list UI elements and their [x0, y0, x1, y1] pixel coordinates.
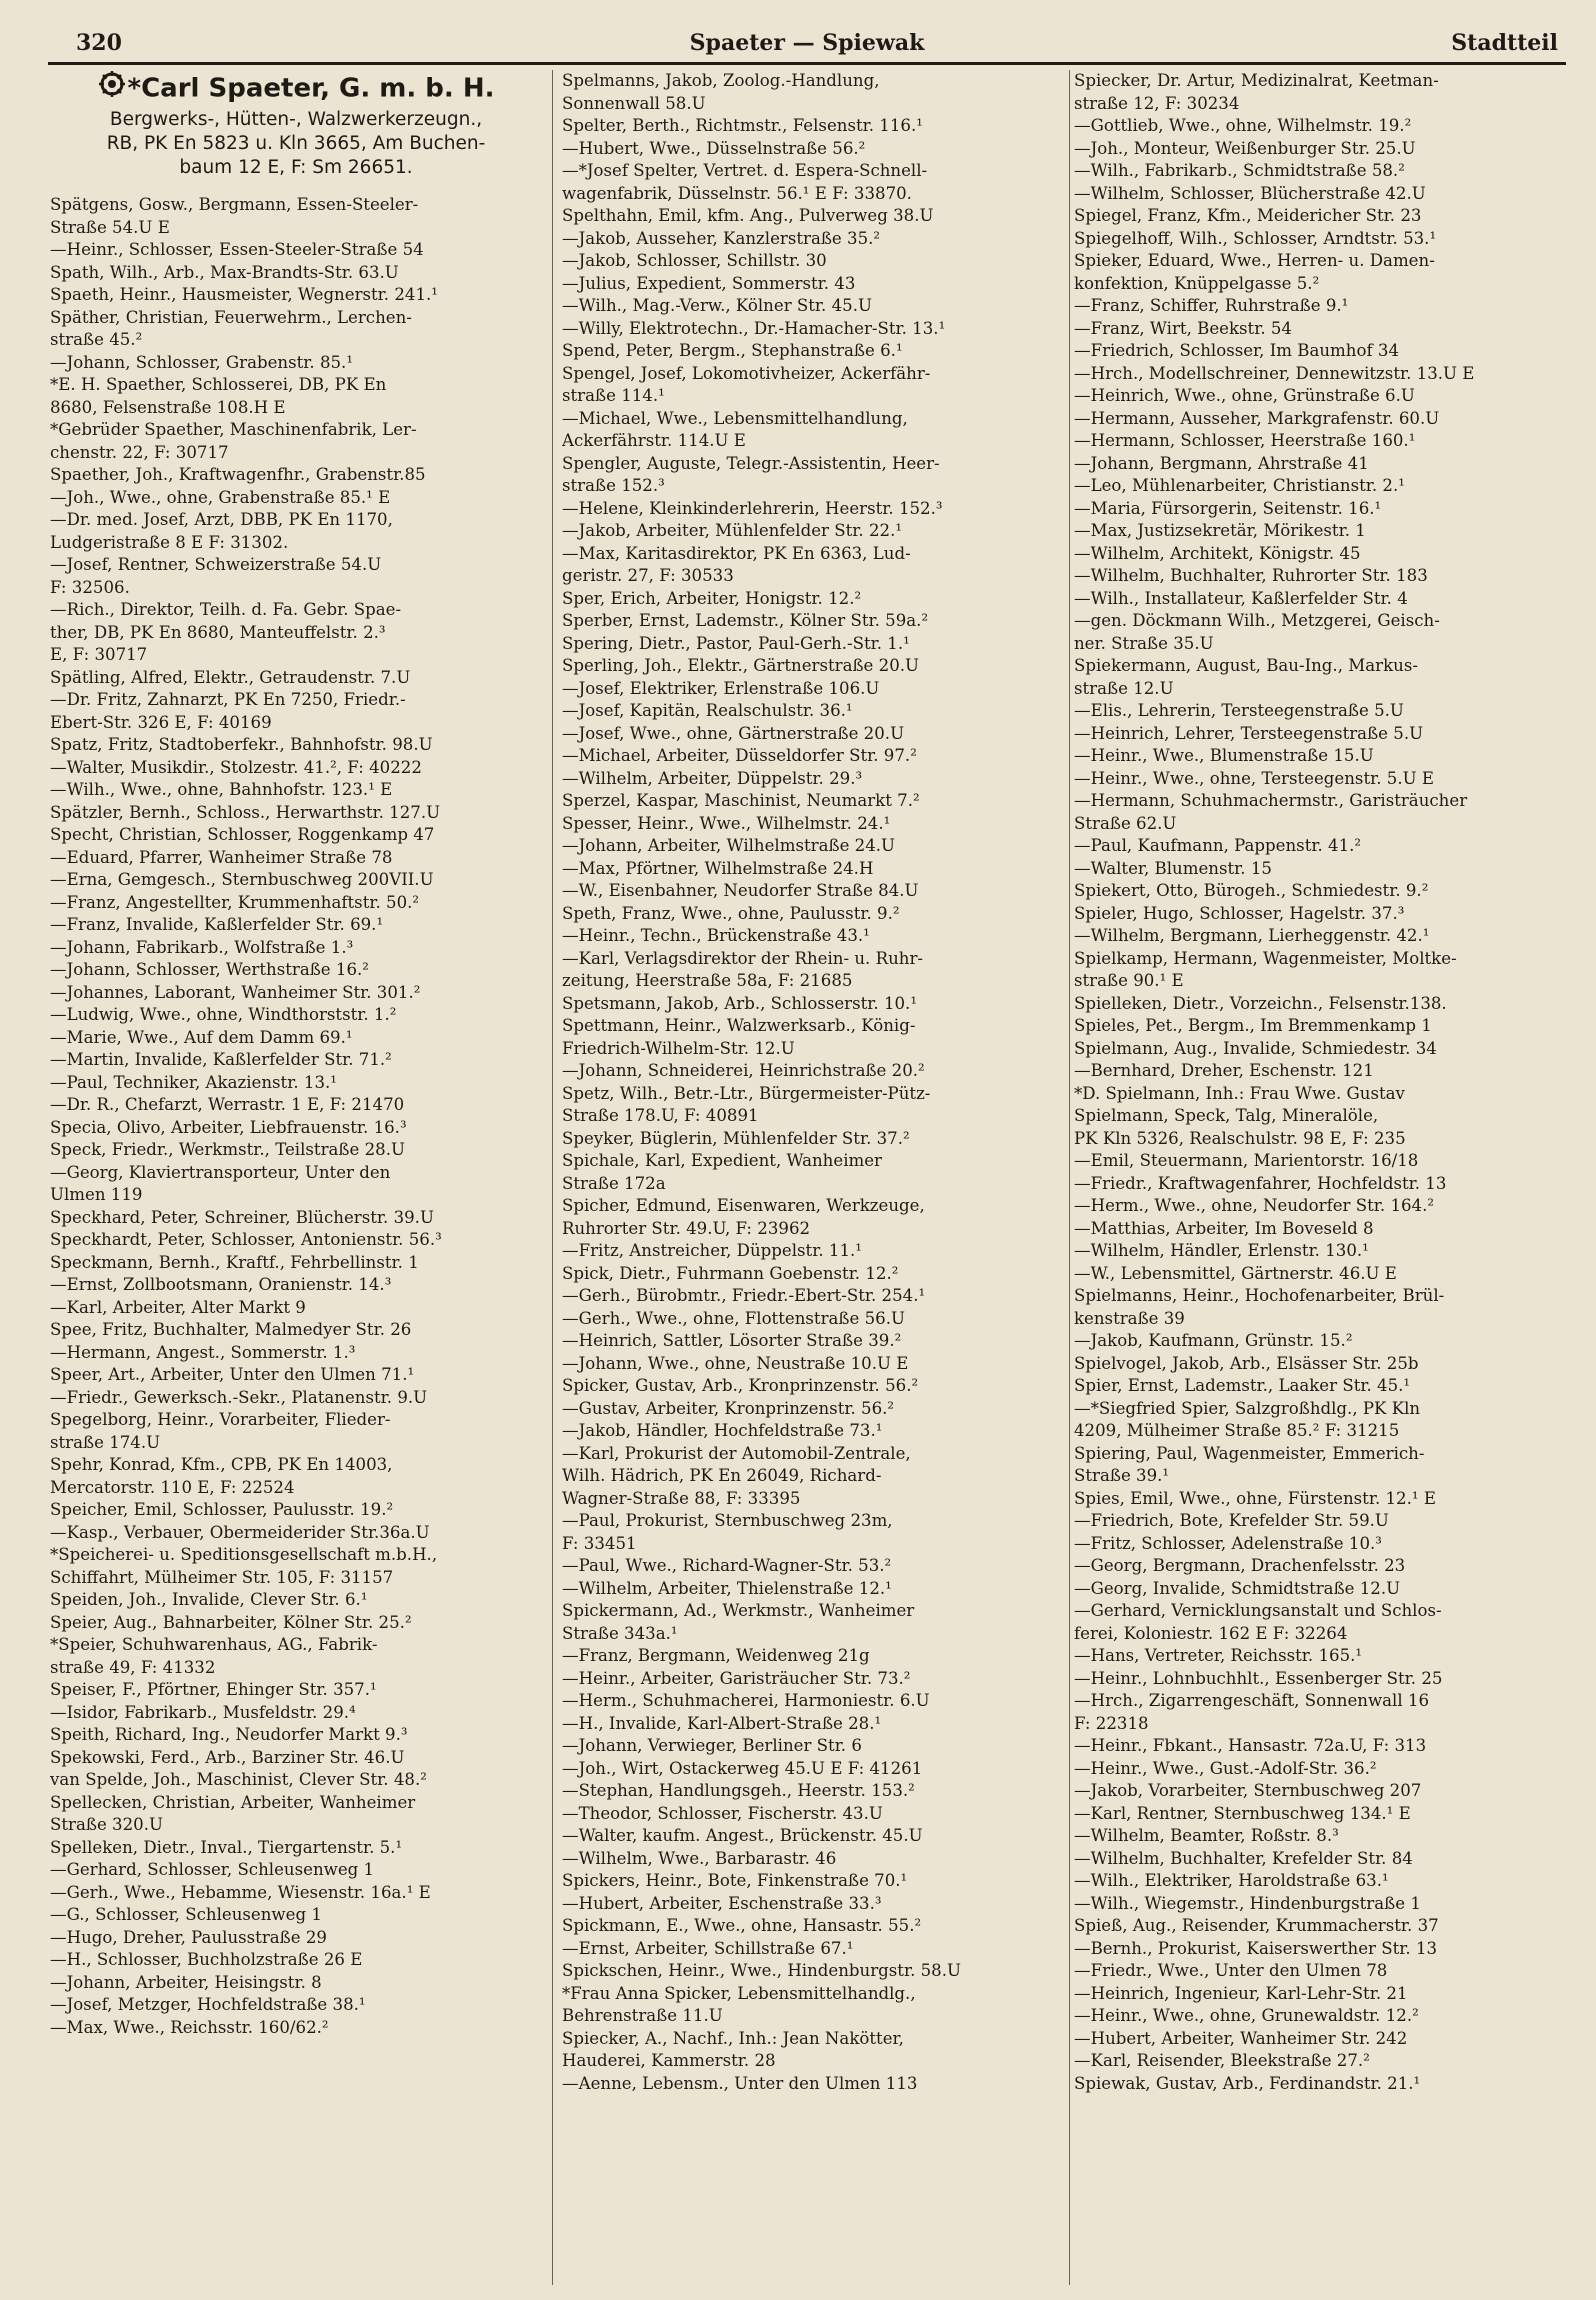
directory-entry-line: —Gerhard, Schlosser, Schleusenweg 1 [50, 1860, 375, 1879]
directory-entry-line: —Heinr., Wwe., ohne, Tersteegenstr. 5.U E [1074, 768, 1434, 788]
directory-entry-line: —Kasp., Verbauer, Obermeiderider Str.36a.U [50, 1522, 430, 1542]
directory-entry-line: —Wilhelm, Arbeiter, Thielenstraße 12.¹ [562, 1578, 892, 1598]
directory-entry-line: —Jakob, Vorarbeiter, Sternbuschweg 207 [1074, 1781, 1422, 1800]
directory-entry-line: —Johann, Schneiderei, Heinrichstraße 20.² [562, 1061, 925, 1080]
directory-entry-line: —Wilhelm, Wwe., Barbarastr. 46 [562, 1848, 837, 1868]
directory-entry-line: —Ernst, Zollbootsmann, Oranienstr. 14.³ [50, 1275, 392, 1294]
directory-entry-line: —Eduard, Pfarrer, Wanheimer Straße 78 [50, 847, 393, 867]
directory-entry-line: Sperling, Joh., Elektr., Gärtnerstraße 20.U [562, 656, 920, 675]
directory-entry-line: —Heinrich, Lehrer, Tersteegenstraße 5.U [1074, 723, 1424, 743]
directory-entry-line: Specht, Christian, Schlosser, Roggenkamp 47 [50, 825, 435, 844]
directory-entry-line: —Friedr., Wwe., Unter den Ulmen 78 [1074, 1961, 1388, 1980]
directory-entry-line: —Heinr., Lohnbuchhlt., Essenberger Str. 25 [1074, 1668, 1443, 1688]
directory-entry-line: —Hermann, Angest., Sommerstr. 1.³ [50, 1342, 356, 1362]
directory-entry-line: —Joh., Monteur, Weißenburger Str. 25.U [1074, 138, 1416, 158]
directory-entry-line: —Ludwig, Wwe., ohne, Windthorststr. 1.² [50, 1005, 397, 1024]
directory-entry-line: Spiekert, Otto, Bürogeh., Schmiedestr. 9.² [1074, 881, 1429, 900]
directory-entry-line: —Max, Justizsekretär, Mörikestr. 1 [1074, 521, 1366, 540]
directory-entry-line: —Wilh., Elektriker, Haroldstraße 63.¹ [1074, 1871, 1389, 1890]
directory-entry-line: Spesser, Heinr., Wwe., Wilhelmstr. 24.¹ [562, 813, 891, 833]
directory-entry-line: Schiffahrt, Mülheimer Str. 105, F: 31157 [50, 1567, 394, 1587]
entry-list [562, 70, 1064, 2095]
directory-entry-line: Speckmann, Bernh., Kraftf., Fehrbellinstr. 1 [50, 1252, 419, 1272]
directory-entry-line: Behrenstraße 11.U [562, 2006, 723, 2025]
directory-entry-line: —Michael, Arbeiter, Düsseldorfer Str. 97.² [562, 746, 917, 765]
directory-entry-line: Spiecker, Dr. Artur, Medizinalrat, Keetman- [1074, 71, 1439, 90]
directory-entry-line: —Heinr., Techn., Brückenstraße 43.¹ [562, 926, 870, 945]
directory-entry-line: 8680, Felsenstraße 108.H E [50, 397, 286, 417]
directory-entry-line: Straße 39.¹ [1074, 1466, 1170, 1485]
directory-entry-line: Speith, Richard, Ing., Neudorfer Markt 9.³ [50, 1725, 408, 1744]
directory-entry-line: Spieß, Aug., Reisender, Krummacherstr. 37 [1074, 1916, 1439, 1935]
directory-entry-line: —Josef, Elektriker, Erlenstraße 106.U [562, 678, 880, 698]
directory-entry-line: Spetz, Wilh., Betr.-Ltr., Bürgermeister-Pütz- [562, 1083, 931, 1103]
directory-entry-line: —Paul, Kaufmann, Pappenstr. 41.² [1074, 836, 1362, 855]
directory-entry-line: Speckhardt, Peter, Schlosser, Antonienstr. 56.³ [50, 1230, 442, 1249]
directory-entry-line: Spieler, Hugo, Schlosser, Hagelstr. 37.³ [1074, 903, 1405, 923]
directory-entry-line: —Wilhelm, Schlosser, Blücherstraße 42.U [1074, 183, 1426, 203]
directory-entry-line: —Johann, Bergmann, Ahrstraße 41 [1074, 453, 1369, 473]
directory-entry-line: straße 12, F: 30234 [1074, 93, 1240, 113]
directory-entry-line: —Wilh., Fabrikarb., Schmidtstraße 58.² [1074, 161, 1405, 180]
directory-entry-line: Speier, Aug., Bahnarbeiter, Kölner Str. 25.² [50, 1612, 412, 1632]
directory-entry-line: —Hermann, Ausseher, Markgrafenstr. 60.U [1074, 408, 1440, 428]
directory-entry-line: Ludgeristraße 8 E F: 31302. [50, 532, 289, 552]
directory-entry-line: —Gustav, Arbeiter, Kronprinzenstr. 56.² [562, 1398, 895, 1418]
directory-entry-line: —Franz, Wirt, Beekstr. 54 [1074, 318, 1292, 338]
directory-entry-line: Spielvogel, Jakob, Arb., Elsässer Str. 25b [1074, 1353, 1419, 1373]
directory-entry-line: Ebert-Str. 326 E, F: 40169 [50, 712, 272, 732]
directory-entry-line: Sper, Erich, Arbeiter, Honigstr. 12.² [562, 588, 862, 608]
directory-entry-line: Späther, Christian, Feuerwehrm., Lerchen- [50, 307, 412, 327]
directory-entry-line: —Friedrich, Bote, Krefelder Str. 59.U [1074, 1511, 1389, 1530]
directory-entry-line: —Gerh., Wwe., ohne, Flottenstraße 56.U [562, 1308, 905, 1328]
directory-entry-line: —Martin, Invalide, Kaßlerfelder Str. 71.² [50, 1050, 392, 1069]
directory-entry-line: Spiecker, A., Nachf., Inh.: Jean Nakötter, [562, 2028, 904, 2048]
directory-entry-line: —Heinr., Schlosser, Essen-Steeler-Straße 54 [50, 240, 424, 259]
directory-entry-line: Speckhard, Peter, Schreiner, Blücherstr. 39.U [50, 1207, 434, 1227]
directory-entry-line: Straße 62.U [1074, 813, 1177, 833]
directory-entry-line: —Franz, Schiffer, Ruhrstraße 9.¹ [1074, 296, 1349, 315]
directory-entry-line: —Franz, Bergmann, Weidenweg 21g [562, 1646, 870, 1665]
directory-entry-line: —Gerhard, Vernicklungsanstalt und Schlos- [1074, 1601, 1442, 1620]
directory-entry-line: kenstraße 39 [1074, 1308, 1185, 1328]
directory-entry-line: Spickmann, E., Wwe., ohne, Hansastr. 55.² [562, 1916, 922, 1935]
directory-entry-line: —Hugo, Dreher, Paulusstraße 29 [50, 1927, 327, 1947]
directory-entry-line: —Erna, Gemgesch., Sternbuschweg 200VII.U [50, 870, 434, 889]
directory-entry-line: —Hubert, Arbeiter, Eschenstraße 33.³ [562, 1893, 882, 1913]
directory-entry-line: —Wilh., Mag.-Verw., Kölner Str. 45.U [562, 296, 872, 315]
directory-entry-line: Specia, Olivo, Arbeiter, Liebfrauenstr. 16.³ [50, 1117, 407, 1137]
directory-entry-line: —Leo, Mühlenarbeiter, Christianstr. 2.¹ [1074, 476, 1405, 495]
directory-entry-line: Spee, Fritz, Buchhalter, Malmedyer Str. 26 [50, 1320, 412, 1339]
directory-entry-line: —Johannes, Laborant, Wanheimer Str. 301.² [50, 982, 421, 1002]
directory-entry-line: —Bernh., Prokurist, Kaiserswerther Str. 13 [1074, 1938, 1438, 1958]
directory-entry-line: —Friedrich, Schlosser, Im Baumhof 34 [1074, 341, 1399, 360]
directory-entry-line: —Wilhelm, Arbeiter, Düppelstr. 29.³ [562, 768, 863, 788]
column-2 [562, 70, 1064, 2095]
directory-entry-line: —W., Eisenbahner, Neudorfer Straße 84.U [562, 881, 919, 900]
directory-entry-line: PK Kln 5326, Realschulstr. 98 E, F: 235 [1074, 1128, 1406, 1148]
directory-entry-line: Spiegel, Franz, Kfm., Meidericher Str. 23 [1074, 206, 1422, 225]
directory-entry-line: F: 33451 [562, 1533, 637, 1553]
directory-entry-line: —Isidor, Fabrikarb., Musfeldstr. 29.⁴ [50, 1702, 356, 1722]
directory-entry-line: —Elis., Lehrerin, Tersteegenstraße 5.U [1074, 701, 1404, 720]
directory-entry-line: F: 22318 [1074, 1713, 1149, 1733]
directory-entry-line: Wilh. Hädrich, PK En 26049, Richard- [562, 1466, 882, 1485]
directory-entry-line: —Wilhelm, Händler, Erlenstr. 130.¹ [1074, 1241, 1369, 1260]
directory-entry-line: —Franz, Invalide, Kaßlerfelder Str. 69.¹ [50, 915, 384, 934]
firm-title [50, 70, 542, 108]
directory-entry-line: *Gebrüder Spaether, Maschinenfabrik, Ler- [50, 420, 417, 439]
directory-entry-line: —H., Invalide, Karl-Albert-Straße 28.¹ [562, 1713, 882, 1733]
directory-entry-line: Speiden, Joh., Invalide, Clever Str. 6.¹ [50, 1590, 368, 1609]
directory-entry-line: Spichale, Karl, Expedient, Wanheimer [562, 1151, 882, 1170]
directory-entry-line: —Gerh., Bürobmtr., Friedr.-Ebert-Str. 254.¹ [562, 1286, 926, 1305]
directory-entry-line: Spickers, Heinr., Bote, Finkenstraße 70.¹ [562, 1871, 908, 1890]
directory-entry-line: Spettmann, Heinr., Walzwerksarb., König- [562, 1016, 916, 1035]
directory-entry-line: —Dr. R., Chefarzt, Werrastr. 1 E, F: 21470 [50, 1095, 405, 1114]
directory-entry-line: —Josef, Wwe., ohne, Gärtnerstraße 20.U [562, 723, 905, 743]
directory-entry-line: —Max, Pförtner, Wilhelmstraße 24.H [562, 858, 874, 878]
directory-entry-line: Spekowski, Ferd., Arb., Barziner Str. 46.U [50, 1747, 405, 1767]
directory-entry-line: —Theodor, Schlosser, Fischerstr. 43.U [562, 1803, 883, 1823]
directory-entry-line: Speiser, F., Pförtner, Ehinger Str. 357.¹ [50, 1680, 377, 1699]
directory-entry-line: —Walter, Musikdir., Stolzestr. 41.², F: 40222 [50, 757, 422, 777]
directory-entry-line: —H., Schlosser, Buchholzstraße 26 E [50, 1950, 363, 1969]
directory-entry-line: Spellecken, Christian, Arbeiter, Wanheimer [50, 1792, 416, 1812]
directory-entry-line: —Wilhelm, Architekt, Königstr. 45 [1074, 543, 1361, 563]
directory-entry-line: konfektion, Knüppelgasse 5.² [1074, 273, 1320, 293]
directory-entry-line: —Friedr., Kraftwagenfahrer, Hochfeldstr. 13 [1074, 1173, 1447, 1193]
directory-entry-line: —Johann, Schlosser, Grabenstr. 85.¹ [50, 352, 353, 372]
directory-entry-line: —Hrch., Zigarrengeschäft, Sonnenwall 16 [1074, 1691, 1430, 1710]
directory-entry-line: —Dr. med. Josef, Arzt, DBB, PK En 1170, [50, 510, 393, 529]
directory-entry-line: Sonnenwall 58.U [562, 93, 706, 113]
directory-entry-line: Ruhrorter Str. 49.U, F: 23962 [562, 1218, 811, 1238]
directory-entry-line: —Johann, Arbeiter, Wilhelmstraße 24.U [562, 836, 896, 855]
directory-entry-line: —Max, Karitasdirektor, PK En 6363, Lud- [562, 543, 911, 563]
directory-entry-line: Spieles, Pet., Bergm., Im Bremmenkamp 1 [1074, 1016, 1432, 1035]
directory-entry-line: chenstr. 22, F: 30717 [50, 442, 229, 462]
directory-entry-line: Hauderei, Kammerstr. 28 [562, 2051, 776, 2070]
directory-entry-line: —Paul, Techniker, Akazienstr. 13.¹ [50, 1072, 337, 1092]
directory-entry-line: —Heinr., Wwe., ohne, Grunewaldstr. 12.² [1074, 2006, 1419, 2025]
directory-entry-line: —Georg, Invalide, Schmidtstraße 12.U [1074, 1578, 1401, 1598]
directory-entry-line: Spier, Ernst, Lademstr., Laaker Str. 45.¹ [1074, 1376, 1411, 1395]
directory-entry-line: Spengler, Auguste, Telegr.-Assistentin, Heer- [562, 453, 940, 473]
directory-entry-line: Speicher, Emil, Schlosser, Paulusstr. 19.² [50, 1500, 394, 1519]
page-number: 320 [76, 30, 122, 56]
page-range-title: Spaeter — Spiewak [689, 30, 925, 56]
directory-entry-line: —Dr. Fritz, Zahnarzt, PK En 7250, Friedr.- [50, 690, 406, 709]
directory-entry-line: —Stephan, Handlungsgeh., Heerstr. 153.² [562, 1781, 915, 1800]
column-divider [1069, 70, 1070, 2285]
page-header [48, 28, 1566, 65]
directory-entry-line: Sperzel, Kaspar, Maschinist, Neumarkt 7.² [562, 791, 920, 810]
directory-entry-line: —Fritz, Schlosser, Adelenstraße 10.³ [1074, 1533, 1382, 1553]
directory-entry-line: —Jakob, Kaufmann, Grünstr. 15.² [1074, 1331, 1353, 1350]
directory-entry-line: —Johann, Schlosser, Werthstraße 16.² [50, 960, 369, 979]
directory-entry-line: ner. Straße 35.U [1074, 633, 1214, 653]
directory-entry-line: Sperber, Ernst, Lademstr., Kölner Str. 59a.² [562, 611, 929, 630]
directory-entry-line: Spelter, Berth., Richtmstr., Felsenstr. 116.¹ [562, 116, 923, 135]
directory-entry-line: van Spelde, Joh., Maschinist, Clever Str. 48.² [50, 1770, 427, 1789]
directory-entry-line: —Jakob, Schlosser, Schillstr. 30 [562, 251, 827, 270]
directory-entry-line: —Karl, Reisender, Bleekstraße 27.² [1074, 2051, 1370, 2070]
directory-entry-line: straße 114.¹ [562, 386, 665, 405]
directory-entry-line: —Wilhelm, Beamter, Roßstr. 8.³ [1074, 1826, 1339, 1845]
directory-entry-line: Straße 172a [562, 1173, 666, 1193]
directory-entry-line: Spielkamp, Hermann, Wagenmeister, Moltke- [1074, 948, 1457, 968]
directory-entry-line: Spelmanns, Jakob, Zoolog.-Handlung, [562, 71, 880, 90]
directory-entry-line: —Johann, Verwieger, Berliner Str. 6 [562, 1736, 862, 1755]
directory-entry-line: Spätling, Alfred, Elektr., Getraudenstr. 7.U [50, 667, 411, 687]
district-label: Stadtteil [1451, 30, 1558, 56]
directory-entry-line: —Fritz, Anstreicher, Düppelstr. 11.¹ [562, 1241, 862, 1260]
company-logo-icon [98, 70, 126, 108]
directory-entry-line: —Wilh., Wwe., ohne, Bahnhofstr. 123.¹ E [50, 780, 393, 799]
directory-entry-line: Spielmann, Speck, Talg, Mineralöle, [1074, 1106, 1379, 1125]
directory-entry-line: Mercatorstr. 110 E, F: 22524 [50, 1477, 295, 1497]
directory-entry-line: —Heinrich, Ingenieur, Karl-Lehr-Str. 21 [1074, 1983, 1408, 2003]
directory-entry-line: Speth, Franz, Wwe., ohne, Paulusstr. 9.² [562, 903, 900, 923]
directory-entry-line: straße 49, F: 41332 [50, 1657, 216, 1677]
directory-entry-line: Spies, Emil, Wwe., ohne, Fürstenstr. 12.¹ E [1074, 1488, 1436, 1508]
directory-entry-line: —Wilh., Installateur, Kaßlerfelder Str. 4 [1074, 588, 1408, 608]
directory-entry-line: Ackerfährstr. 114.U E [562, 431, 746, 450]
directory-entry-line: Straße 320.U [50, 1815, 163, 1834]
directory-entry-line: —Wilhelm, Bergmann, Lierheggenstr. 42.¹ [1074, 926, 1430, 945]
directory-entry-line: —*Josef Spelter, Vertret. d. Espera-Schnell- [562, 161, 928, 180]
directory-entry-line: Spiering, Paul, Wagenmeister, Emmerich- [1074, 1443, 1425, 1463]
directory-entry-line: —Joh., Wirt, Ostackerweg 45.U E F: 41261 [562, 1758, 923, 1778]
directory-entry-line: Speer, Art., Arbeiter, Unter den Ulmen 71.¹ [50, 1365, 415, 1384]
directory-entry-line: straße 45.² [50, 330, 143, 349]
entry-list [50, 194, 542, 2039]
directory-entry-line: —Wilhelm, Buchhalter, Ruhrorter Str. 183 [1074, 566, 1428, 585]
directory-entry-line: —Marie, Wwe., Auf dem Damm 69.¹ [50, 1027, 353, 1047]
directory-entry-line: —Karl, Prokurist der Automobil-Zentrale, [562, 1443, 911, 1463]
directory-entry-line: —Karl, Arbeiter, Alter Markt 9 [50, 1297, 306, 1317]
directory-entry-line: —Jakob, Arbeiter, Mühlenfelder Str. 22.¹ [562, 521, 903, 540]
directory-entry-line: Friedrich-Wilhelm-Str. 12.U [562, 1038, 795, 1058]
directory-entry-line: *Frau Anna Spicker, Lebensmittelhandlg., [562, 1983, 916, 2003]
directory-entry-line: Spehr, Konrad, Kfm., CPB, PK En 14003, [50, 1455, 393, 1474]
directory-entry-line: —Josef, Metzger, Hochfeldstraße 38.¹ [50, 1995, 366, 2014]
directory-entry-line: —Maria, Fürsorgerin, Seitenstr. 16.¹ [1074, 498, 1382, 518]
directory-entry-line: ther, DB, PK En 8680, Manteuffelstr. 2.³ [50, 622, 386, 642]
directory-entry-line: —Johann, Arbeiter, Heisingstr. 8 [50, 1972, 322, 1992]
directory-entry-line: zeitung, Heerstraße 58a, F: 21685 [562, 971, 853, 990]
directory-entry-line: —Georg, Klaviertransporteur, Unter den [50, 1162, 391, 1182]
directory-entry-line: —Emil, Steuermann, Marientorstr. 16/18 [1074, 1151, 1419, 1170]
directory-entry-line: Spicker, Gustav, Arb., Kronprinzenstr. 56.² [562, 1376, 919, 1395]
firm-advertisement [50, 70, 542, 180]
directory-entry-line: E, F: 30717 [50, 645, 148, 664]
directory-entry-line: Spickermann, Ad., Werkmstr., Wanheimer [562, 1601, 915, 1620]
directory-entry-line: Spath, Wilh., Arb., Max-Brandts-Str. 63.U [50, 262, 399, 282]
directory-entry-line: Spetsmann, Jakob, Arb., Schlosserstr. 10.¹ [562, 993, 917, 1013]
directory-entry-line: geristr. 27, F: 30533 [562, 566, 734, 585]
directory-entry-line: Straße 54.U E [50, 217, 170, 237]
column-3 [1074, 70, 1566, 2095]
directory-entry-line: Straße 178.U, F: 40891 [562, 1106, 759, 1125]
directory-entry-line: Spiewak, Gustav, Arb., Ferdinandstr. 21.¹ [1074, 2073, 1421, 2093]
directory-entry-line: —Walter, Blumenstr. 15 [1074, 858, 1272, 878]
directory-entry-line: straße 90.¹ E [1074, 971, 1184, 990]
directory-entry-line: Speck, Friedr., Werkmstr., Teilstraße 28.U [50, 1140, 405, 1159]
directory-entry-line: straße 152.³ [562, 476, 665, 495]
directory-entry-line: —Jakob, Ausseher, Kanzlerstraße 35.² [562, 228, 881, 248]
directory-entry-line: Spiekermann, August, Bau-Ing., Markus- [1074, 656, 1418, 675]
entry-list [1074, 70, 1566, 2095]
directory-entry-line: Wagner-Straße 88, F: 33395 [562, 1488, 801, 1508]
directory-entry-line: Spicher, Edmund, Eisenwaren, Werkzeuge, [562, 1196, 925, 1215]
directory-entry-line: —*Siegfried Spier, Salzgroßhdlg., PK Kln [1074, 1398, 1421, 1418]
directory-entry-line: Spätzler, Bernh., Schloss., Herwarthstr. 127.U [50, 802, 441, 822]
directory-entry-line: —Heinr., Arbeiter, Garisträucher Str. 73.² [562, 1668, 911, 1688]
directory-entry-line: —Karl, Verlagsdirektor der Rhein- u. Ruhr- [562, 948, 923, 968]
directory-entry-line: —Wilhelm, Buchhalter, Krefelder Str. 84 [1074, 1848, 1413, 1868]
directory-entry-line: Spengel, Josef, Lokomotivheizer, Ackerfähr- [562, 363, 931, 383]
firm-line: Bergwerks-, Hütten-, Walzwerkerzeugn., [109, 109, 483, 130]
directory-entry-line: —gen. Döckmann Wilh., Metzgerei, Geisch- [1074, 611, 1440, 630]
directory-entry-line: —Franz, Angestellter, Krummenhaftstr. 50.² [50, 892, 420, 912]
directory-entry-line: —Heinr., Wwe., Gust.-Adolf-Str. 36.² [1074, 1758, 1377, 1778]
directory-entry-line: —Hubert, Arbeiter, Wanheimer Str. 242 [1074, 2028, 1408, 2048]
directory-entry-line: straße 12.U [1074, 678, 1174, 698]
directory-entry-line: Spering, Dietr., Pastor, Paul-Gerh.-Str. 1.¹ [562, 633, 910, 653]
directory-entry-line: —Hrch., Modellschreiner, Dennewitzstr. 13.U E [1074, 363, 1475, 383]
firm-name: *Carl Spaeter, G. m. b. H. [127, 73, 495, 104]
directory-entry-line: *Speier, Schuhwarenhaus, AG., Fabrik- [50, 1635, 378, 1654]
directory-entry-line: —Hermann, Schlosser, Heerstraße 160.¹ [1074, 431, 1416, 450]
directory-entry-line: —Hermann, Schuhmachermstr., Garisträucher [1074, 791, 1468, 810]
directory-entry-line: Spieker, Eduard, Wwe., Herren- u. Damen- [1074, 251, 1435, 270]
directory-entry-line: Spegelborg, Heinr., Vorarbeiter, Flieder- [50, 1410, 391, 1429]
firm-line: baum 12 E, F: Sm 26651. [179, 157, 413, 178]
directory-entry-line: wagenfabrik, Düsselnstr. 56.¹ E F: 33870. [562, 183, 912, 203]
directory-entry-line: —Willy, Elektrotechn., Dr.-Hamacher-Str. 13.¹ [562, 318, 946, 338]
directory-entry-line: —Heinrich, Wwe., ohne, Grünstraße 6.U [1074, 386, 1415, 405]
directory-entry-line: *E. H. Spaether, Schlosserei, DB, PK En [50, 375, 387, 394]
directory-entry-line: —Joh., Wwe., ohne, Grabenstraße 85.¹ E [50, 487, 391, 507]
directory-entry-line: —Heinr., Fbkant., Hansastr. 72a.U, F: 313 [1074, 1736, 1427, 1755]
directory-entry-line: Spielleken, Dietr., Vorzeichn., Felsenstr.138. [1074, 993, 1447, 1013]
directory-entry-line: *D. Spielmann, Inh.: Frau Wwe. Gustav [1074, 1083, 1405, 1103]
directory-entry-line: Spick, Dietr., Fuhrmann Goebenstr. 12.² [562, 1263, 899, 1283]
directory-entry-line: —Karl, Rentner, Sternbuschweg 134.¹ E [1074, 1803, 1411, 1823]
directory-entry-line: 4209, Mülheimer Straße 85.² F: 31215 [1074, 1421, 1400, 1440]
directory-entry-line: —Heinr., Wwe., Blumenstraße 15.U [1074, 746, 1374, 765]
directory-entry-line: —Rich., Direktor, Teilh. d. Fa. Gebr. Spae- [50, 600, 402, 619]
column-1 [50, 70, 542, 2039]
directory-entry-line: —G., Schlosser, Schleusenweg 1 [50, 1905, 322, 1924]
firm-line: RB, PK En 5823 u. Kln 3665, Am Buchen- [106, 133, 486, 154]
directory-entry-line: Spielmann, Aug., Invalide, Schmiedestr. 34 [1074, 1038, 1437, 1058]
directory-entry-line: —Johann, Fabrikarb., Wolfstraße 1.³ [50, 937, 354, 957]
directory-entry-line: —Heinrich, Sattler, Lösorter Straße 39.² [562, 1331, 902, 1350]
directory-entry-line: Ulmen 119 [50, 1185, 143, 1204]
directory-entry-line: —Julius, Expedient, Sommerstr. 43 [562, 273, 856, 293]
directory-entry-line: —Walter, kaufm. Angest., Brückenstr. 45.U [562, 1826, 923, 1845]
directory-entry-line: —Aenne, Lebensm., Unter den Ulmen 113 [562, 2073, 918, 2093]
directory-entry-line: straße 174.U [50, 1432, 161, 1452]
directory-entry-line: —Friedr., Gewerksch.-Sekr., Platanenstr. 9.U [50, 1387, 428, 1407]
directory-entry-line: —Helene, Kleinkinderlehrerin, Heerstr. 152.³ [562, 498, 943, 518]
directory-entry-line: Spaeth, Heinr., Hausmeister, Wegnerstr. 241.¹ [50, 285, 438, 304]
directory-entry-line: —Bernhard, Dreher, Eschenstr. 121 [1074, 1061, 1374, 1080]
directory-entry-line: Spickschen, Heinr., Wwe., Hindenburgstr. 58.U [562, 1961, 961, 1980]
directory-entry-line: F: 32506. [50, 577, 130, 597]
directory-entry-line: —Herm., Wwe., ohne, Neudorfer Str. 164.² [1074, 1196, 1435, 1215]
directory-entry-line: Spatz, Fritz, Stadtoberfekr., Bahnhofstr. 98.U [50, 735, 433, 754]
directory-entry-line: —Matthias, Arbeiter, Im Boveseld 8 [1074, 1218, 1374, 1238]
directory-entry-line: —Johann, Wwe., ohne, Neustraße 10.U E [562, 1353, 909, 1373]
directory-entry-line: —Gerh., Wwe., Hebamme, Wiesenstr. 16a.¹ E [50, 1882, 431, 1902]
directory-entry-line: —Paul, Wwe., Richard-Wagner-Str. 53.² [562, 1556, 892, 1575]
directory-entry-line: —Georg, Bergmann, Drachenfelsstr. 23 [1074, 1556, 1406, 1575]
directory-entry-line: Spelleken, Dietr., Inval., Tiergartenstr. 5.¹ [50, 1837, 403, 1857]
directory-entry-line: —Josef, Kapitän, Realschulstr. 36.¹ [562, 701, 853, 720]
column-divider [552, 70, 553, 2285]
directory-entry-line: —Herm., Schuhmacherei, Harmoniestr. 6.U [562, 1691, 930, 1710]
directory-entry-line: *Speicherei- u. Speditionsgesellschaft m.b.H., [50, 1545, 438, 1564]
directory-entry-line: Speyker, Büglerin, Mühlenfelder Str. 37.² [562, 1128, 910, 1148]
directory-entry-line: —Michael, Wwe., Lebensmittelhandlung, [562, 408, 908, 428]
directory-entry-line: ferei, Koloniestr. 162 E F: 32264 [1074, 1623, 1348, 1643]
directory-entry-line: —Hans, Vertreter, Reichsstr. 165.¹ [1074, 1646, 1363, 1665]
directory-entry-line: —Max, Wwe., Reichsstr. 160/62.² [50, 2017, 329, 2037]
directory-entry-line: Spätgens, Gosw., Bergmann, Essen-Steeler- [50, 195, 419, 214]
directory-entry-line: Spiegelhoff, Wilh., Schlosser, Arndtstr. 53.¹ [1074, 228, 1437, 248]
directory-entry-line: Spelthahn, Emil, kfm. Ang., Pulverweg 38.U [562, 206, 934, 225]
directory-entry-line: Spaether, Joh., Kraftwagenfhr., Grabenstr.85 [50, 465, 426, 484]
directory-entry-line: —Jakob, Händler, Hochfeldstraße 73.¹ [562, 1421, 883, 1440]
directory-entry-line: Spielmanns, Heinr., Hochofenarbeiter, Brül- [1074, 1286, 1445, 1305]
directory-entry-line: —Wilh., Wiegemstr., Hindenburgstraße 1 [1074, 1893, 1421, 1913]
directory-entry-line: —Ernst, Arbeiter, Schillstraße 67.¹ [562, 1938, 854, 1958]
directory-entry-line: Spend, Peter, Bergm., Stephanstraße 6.¹ [562, 341, 903, 360]
directory-entry-line: —Josef, Rentner, Schweizerstraße 54.U [50, 555, 382, 574]
directory-entry-line: —W., Lebensmittel, Gärtnerstr. 46.U E [1074, 1263, 1397, 1283]
directory-entry-line: Straße 343a.¹ [562, 1623, 678, 1643]
directory-entry-line: —Paul, Prokurist, Sternbuschweg 23m, [562, 1511, 893, 1530]
directory-entry-line: —Hubert, Wwe., Düsselnstraße 56.² [562, 138, 866, 158]
directory-entry-line: —Gottlieb, Wwe., ohne, Wilhelmstr. 19.² [1074, 116, 1412, 135]
